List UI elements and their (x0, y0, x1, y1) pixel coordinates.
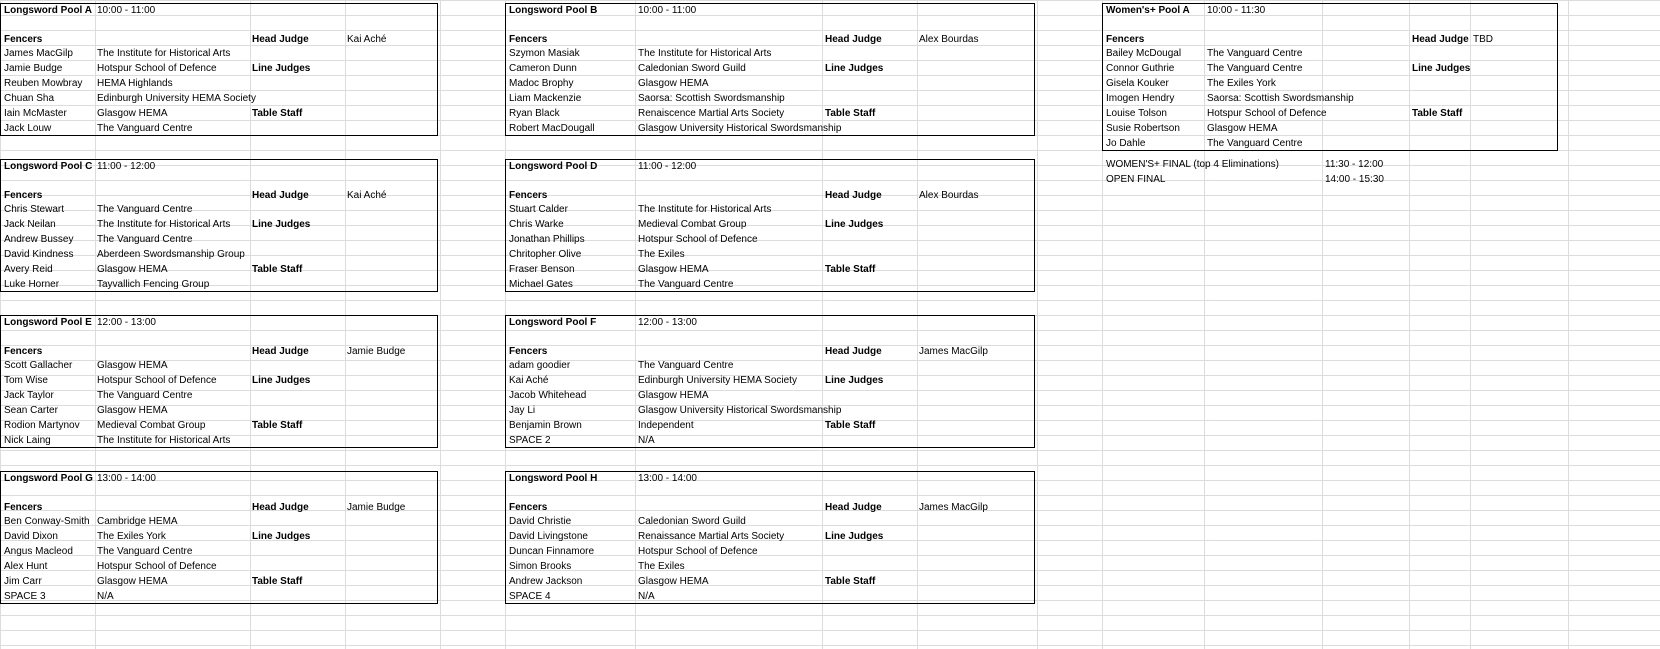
head-judge-name[interactable]: Kai Aché (347, 190, 387, 201)
table-staff-label[interactable]: Table Staff (825, 576, 876, 587)
head-judge-label[interactable]: Head Judge (825, 346, 882, 357)
fencer-club[interactable]: Glasgow HEMA (97, 405, 168, 416)
pool-title[interactable]: Longsword Pool F (509, 317, 597, 328)
fencer-club[interactable]: Hotspur School of Defence (638, 234, 758, 245)
fencer-name[interactable]: Jo Dahle (1106, 138, 1146, 149)
line-judges-label[interactable]: Line Judges (252, 219, 311, 230)
head-judge-name[interactable]: James MacGilp (919, 502, 988, 513)
fencer-club[interactable]: Glasgow HEMA (1207, 123, 1278, 134)
fencers-header[interactable]: Fencers (509, 346, 548, 357)
fencer-club[interactable]: The Institute for Historical Arts (638, 48, 772, 59)
fencer-name[interactable]: SPACE 3 (4, 591, 46, 602)
pool-time[interactable]: 12:00 - 13:00 (97, 317, 156, 328)
fencer-club[interactable]: N/A (638, 591, 655, 602)
fencer-name[interactable]: Jonathan Phillips (509, 234, 585, 245)
fencer-club[interactable]: The Exiles York (97, 531, 166, 542)
pool-time[interactable]: 10:00 - 11:00 (638, 5, 697, 16)
fencer-club[interactable]: Cambridge HEMA (97, 516, 178, 527)
head-judge-name[interactable]: Alex Bourdas (919, 34, 979, 45)
head-judge-label[interactable]: Head Judge (252, 346, 309, 357)
fencer-name[interactable]: Nick Laing (4, 435, 51, 446)
fencer-name[interactable]: Jay Li (509, 405, 536, 416)
fencers-header[interactable]: Fencers (509, 502, 548, 513)
fencer-name[interactable]: Stuart Calder (509, 204, 568, 215)
fencer-club[interactable]: Renaissance Martial Arts Society (638, 531, 785, 542)
table-staff-label[interactable]: Table Staff (1412, 108, 1463, 119)
line-judges-label[interactable]: Line Judges (252, 375, 311, 386)
fencer-club[interactable]: Saorsa: Scottish Swordsmanship (638, 93, 785, 104)
fencer-name[interactable]: James MacGilp (4, 48, 73, 59)
fencers-header[interactable]: Fencers (509, 190, 548, 201)
final-label[interactable]: OPEN FINAL (1106, 174, 1166, 185)
pool-time[interactable]: 11:00 - 12:00 (638, 161, 697, 172)
fencer-name[interactable]: Imogen Hendry (1106, 93, 1175, 104)
fencer-club[interactable]: Glasgow HEMA (638, 78, 709, 89)
fencer-name[interactable]: Louise Tolson (1106, 108, 1167, 119)
pool-time[interactable]: 12:00 - 13:00 (638, 317, 697, 328)
fencer-name[interactable]: SPACE 2 (509, 435, 551, 446)
head-judge-label[interactable]: Head Judge (252, 34, 309, 45)
grid-column-line (440, 0, 441, 649)
fencer-club[interactable]: Aberdeen Swordsmanship Group (97, 249, 245, 260)
fencer-club[interactable]: Hotspur School of Defence (97, 561, 217, 572)
fencer-name[interactable]: Chuan Sha (4, 93, 55, 104)
pool-box (505, 159, 1035, 292)
line-judges-label[interactable]: Line Judges (825, 375, 884, 386)
line-judges-label[interactable]: Line Judges (825, 219, 884, 230)
fencers-header[interactable]: Fencers (4, 34, 43, 45)
head-judge-name[interactable]: Jamie Budge (347, 502, 406, 513)
fencer-club[interactable]: Glasgow HEMA (638, 264, 709, 275)
head-judge-name[interactable]: Jamie Budge (347, 346, 406, 357)
fencer-name[interactable]: Cameron Dunn (509, 63, 577, 74)
fencer-name[interactable]: Duncan Finnamore (509, 546, 595, 557)
fencer-name[interactable]: Madoc Brophy (509, 78, 574, 89)
head-judge-label[interactable]: Head Judge (252, 190, 309, 201)
fencer-name[interactable]: David Dixon (4, 531, 58, 542)
final-label[interactable]: WOMEN'S+ FINAL (top 4 Eliminations) (1106, 159, 1279, 170)
fencer-club[interactable]: The Vanguard Centre (97, 390, 193, 401)
final-time[interactable]: 11:30 - 12:00 (1325, 159, 1384, 170)
head-judge-label[interactable]: Head Judge (252, 502, 309, 513)
fencer-club[interactable]: N/A (638, 435, 655, 446)
fencer-club[interactable]: Glasgow HEMA (97, 108, 168, 119)
fencer-name[interactable]: Iain McMaster (4, 108, 67, 119)
fencers-header[interactable]: Fencers (1106, 34, 1145, 45)
fencer-name[interactable]: Szymon Masiak (509, 48, 580, 59)
grid-column-line (1568, 0, 1569, 649)
pool-time[interactable]: 13:00 - 14:00 (97, 473, 156, 484)
head-judge-name[interactable]: TBD (1473, 34, 1493, 45)
line-judges-label[interactable]: Line Judges (825, 531, 884, 542)
pool-time[interactable]: 11:00 - 12:00 (97, 161, 156, 172)
fencer-club[interactable]: The Vanguard Centre (638, 360, 734, 371)
fencer-club[interactable]: Saorsa: Scottish Swordsmanship (1207, 93, 1354, 104)
fencer-name[interactable]: Jack Neilan (4, 219, 56, 230)
pool-title[interactable]: Women's+ Pool A (1106, 5, 1190, 16)
fencer-club[interactable]: Edinburgh University HEMA Society (97, 93, 256, 104)
fencer-name[interactable]: Alex Hunt (4, 561, 48, 572)
fencer-name[interactable]: Chritopher Olive (509, 249, 582, 260)
fencer-name[interactable]: Chris Stewart (4, 204, 65, 215)
fencer-name[interactable]: Scott Gallacher (4, 360, 73, 371)
head-judge-name[interactable]: James MacGilp (919, 346, 988, 357)
fencer-club[interactable]: The Institute for Historical Arts (97, 435, 231, 446)
head-judge-label[interactable]: Head Judge (825, 502, 882, 513)
fencer-name[interactable]: Jim Carr (4, 576, 42, 587)
fencer-name[interactable]: Luke Horner (4, 279, 60, 290)
fencer-name[interactable]: Connor Guthrie (1106, 63, 1175, 74)
fencer-name[interactable]: Simon Brooks (509, 561, 572, 572)
line-judges-label[interactable]: Line Judges (252, 531, 311, 542)
table-staff-label[interactable]: Table Staff (825, 108, 876, 119)
fencer-club[interactable]: Glasgow HEMA (97, 264, 168, 275)
fencers-header[interactable]: Fencers (4, 346, 43, 357)
head-judge-label[interactable]: Head Judge (825, 190, 882, 201)
fencer-name[interactable]: Jamie Budge (4, 63, 63, 74)
fencer-club[interactable]: Hotspur School of Defence (97, 63, 217, 74)
fencer-club[interactable]: The Exiles (638, 561, 685, 572)
fencer-club[interactable]: The Institute for Historical Arts (97, 48, 231, 59)
fencer-name[interactable]: David Kindness (4, 249, 74, 260)
fencer-name[interactable]: Jack Louw (4, 123, 52, 134)
fencer-name[interactable]: Andrew Bussey (4, 234, 74, 245)
pool-box (0, 471, 438, 604)
fencer-club[interactable]: The Vanguard Centre (1207, 138, 1303, 149)
fencer-club[interactable]: HEMA Highlands (97, 78, 173, 89)
fencer-name[interactable]: Angus Macleod (4, 546, 73, 557)
fencers-header[interactable]: Fencers (4, 190, 43, 201)
fencer-club[interactable]: The Vanguard Centre (638, 279, 734, 290)
fencer-club[interactable]: N/A (97, 591, 114, 602)
fencer-name[interactable]: Kai Aché (509, 375, 549, 386)
fencer-name[interactable]: Robert MacDougall (509, 123, 595, 134)
fencer-name[interactable]: Tom Wise (4, 375, 48, 386)
fencer-club[interactable]: Glasgow University Historical Swordsmanship (638, 123, 842, 134)
final-time[interactable]: 14:00 - 15:30 (1325, 174, 1384, 185)
fencer-name[interactable]: Chris Warke (509, 219, 564, 230)
fencer-club[interactable]: Medieval Combat Group (97, 420, 206, 431)
fencer-name[interactable]: Andrew Jackson (509, 576, 583, 587)
pool-title[interactable]: Longsword Pool D (509, 161, 598, 172)
fencer-name[interactable]: David Livingstone (509, 531, 588, 542)
fencer-name[interactable]: Benjamin Brown (509, 420, 582, 431)
head-judge-label[interactable]: Head Judge (825, 34, 882, 45)
fencer-club[interactable]: Edinburgh University HEMA Society (638, 375, 797, 386)
fencer-name[interactable]: adam goodier (509, 360, 571, 371)
fencer-name[interactable]: Fraser Benson (509, 264, 575, 275)
fencer-club[interactable]: Caledonian Sword Guild (638, 63, 746, 74)
table-staff-label[interactable]: Table Staff (825, 420, 876, 431)
pool-title[interactable]: Longsword Pool G (4, 473, 93, 484)
fencer-name[interactable]: Bailey McDougal (1106, 48, 1182, 59)
pool-time[interactable]: 10:00 - 11:00 (97, 5, 156, 16)
fencer-club[interactable]: The Vanguard Centre (97, 204, 193, 215)
pool-time[interactable]: 10:00 - 11:30 (1207, 5, 1266, 16)
fencer-club[interactable]: The Vanguard Centre (97, 123, 193, 134)
fencer-club[interactable]: The Institute for Historical Arts (97, 219, 231, 230)
fencer-name[interactable]: Ben Conway-Smith (4, 516, 90, 527)
fencer-club[interactable]: Glasgow HEMA (97, 360, 168, 371)
fencer-club[interactable]: Independent (638, 420, 694, 431)
fencer-name[interactable]: Jacob Whitehead (509, 390, 587, 401)
fencer-club[interactable]: Caledonian Sword Guild (638, 516, 746, 527)
line-judges-label[interactable]: Line Judges (825, 63, 884, 74)
head-judge-name[interactable]: Kai Aché (347, 34, 387, 45)
fencer-club[interactable]: The Vanguard Centre (1207, 48, 1303, 59)
fencer-name[interactable]: Susie Robertson (1106, 123, 1180, 134)
fencer-name[interactable]: SPACE 4 (509, 591, 551, 602)
fencer-name[interactable]: Jack Taylor (4, 390, 54, 401)
fencer-club[interactable]: Glasgow HEMA (97, 576, 168, 587)
table-staff-label[interactable]: Table Staff (252, 576, 303, 587)
fencer-name[interactable]: Liam Mackenzie (509, 93, 582, 104)
table-staff-label[interactable]: Table Staff (825, 264, 876, 275)
pool-title[interactable]: Longsword Pool A (4, 5, 92, 16)
line-judges-label[interactable]: Line Judges (252, 63, 311, 74)
fencer-club[interactable]: Glasgow HEMA (638, 576, 709, 587)
fencers-header[interactable]: Fencers (509, 34, 548, 45)
fencer-club[interactable]: The Exiles York (1207, 78, 1276, 89)
fencer-club[interactable]: Hotspur School of Defence (638, 546, 758, 557)
fencer-club[interactable]: The Exiles (638, 249, 685, 260)
table-staff-label[interactable]: Table Staff (252, 264, 303, 275)
head-judge-name[interactable]: Alex Bourdas (919, 190, 979, 201)
fencer-club[interactable]: Tayvallich Fencing Group (97, 279, 210, 290)
fencer-name[interactable]: David Christie (509, 516, 572, 527)
fencers-header[interactable]: Fencers (4, 502, 43, 513)
pool-title[interactable]: Longsword Pool E (4, 317, 92, 328)
fencer-club[interactable]: The Vanguard Centre (97, 234, 193, 245)
fencer-club[interactable]: Glasgow HEMA (638, 390, 709, 401)
fencer-name[interactable]: Ryan Black (509, 108, 560, 119)
head-judge-label[interactable]: Head Judge (1412, 34, 1469, 45)
fencer-club[interactable]: Glasgow University Historical Swordsmanship (638, 405, 842, 416)
fencer-club[interactable]: The Vanguard Centre (97, 546, 193, 557)
fencer-name[interactable]: Michael Gates (509, 279, 573, 290)
table-staff-label[interactable]: Table Staff (252, 108, 303, 119)
grid-column-line (1037, 0, 1038, 649)
fencer-name[interactable]: Avery Reid (4, 264, 53, 275)
pool-title[interactable]: Longsword Pool B (509, 5, 598, 16)
fencer-name[interactable]: Rodion Martynov (4, 420, 80, 431)
fencer-club[interactable]: Hotspur School of Defence (97, 375, 217, 386)
fencer-club[interactable]: The Institute for Historical Arts (638, 204, 772, 215)
fencer-club[interactable]: The Vanguard Centre (1207, 63, 1303, 74)
fencer-name[interactable]: Reuben Mowbray (4, 78, 83, 89)
line-judges-label[interactable]: Line Judges (1412, 63, 1471, 74)
fencer-club[interactable]: Hotspur School of Defence (1207, 108, 1327, 119)
fencer-club[interactable]: Medieval Combat Group (638, 219, 747, 230)
pool-title[interactable]: Longsword Pool H (509, 473, 598, 484)
pool-title[interactable]: Longsword Pool C (4, 161, 93, 172)
table-staff-label[interactable]: Table Staff (252, 420, 303, 431)
fencer-name[interactable]: Gisela Kouker (1106, 78, 1169, 89)
fencer-club[interactable]: Renaiscence Martial Arts Society (638, 108, 785, 119)
fencer-name[interactable]: Sean Carter (4, 405, 58, 416)
pool-time[interactable]: 13:00 - 14:00 (638, 473, 697, 484)
